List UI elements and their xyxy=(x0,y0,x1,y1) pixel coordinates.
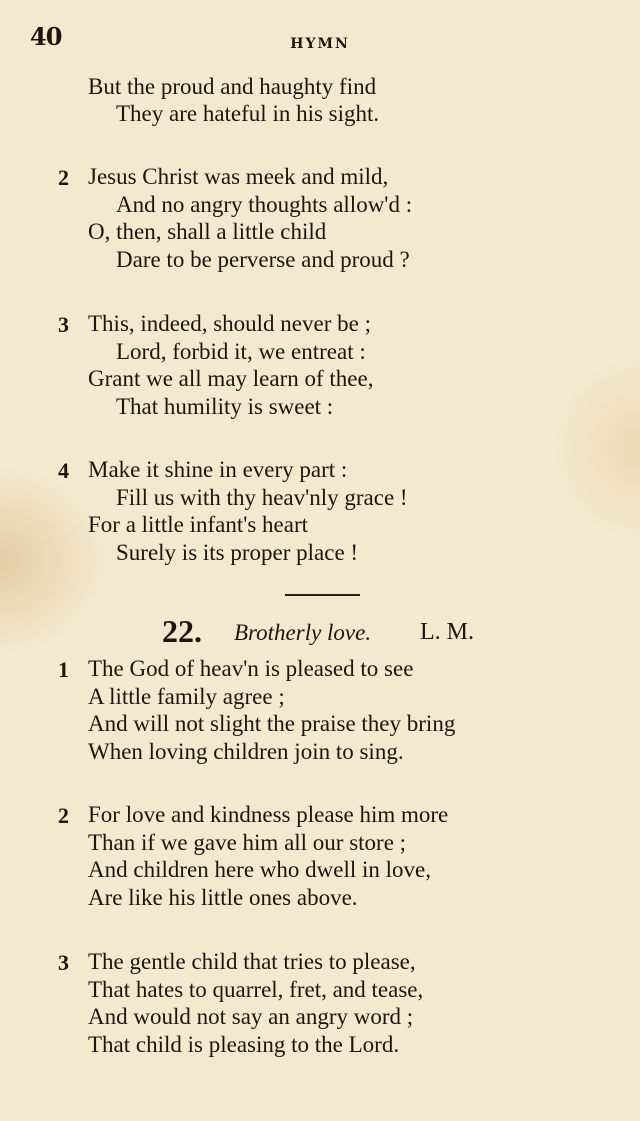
verse-line: For love and kindness please him more xyxy=(88,802,449,827)
verse-line: And children here who dwell in love, xyxy=(88,857,431,882)
verse-number: 2 xyxy=(58,165,69,190)
running-head: HYMN xyxy=(290,36,350,52)
verse-line: And no angry thoughts allow'd : xyxy=(116,192,413,217)
verse-line: And will not slight the praise they bring xyxy=(88,711,456,736)
verse-line: When loving children join to sing. xyxy=(88,739,404,764)
hymn-title: Brotherly love. xyxy=(234,620,372,645)
verse-line: Fill us with thy heav'nly grace ! xyxy=(116,485,408,510)
verse-line: A little family agree ; xyxy=(88,684,285,709)
verse-number: 3 xyxy=(58,950,69,975)
verse-line: Dare to be perverse and proud ? xyxy=(116,247,410,272)
verse-number: 4 xyxy=(58,458,69,483)
verse-line: They are hateful in his sight. xyxy=(116,101,380,126)
verse-line: The God of heav'n is pleased to see xyxy=(88,656,414,681)
verse-line: Are like his little ones above. xyxy=(88,885,358,910)
verse-line: The gentle child that tries to please, xyxy=(88,949,416,974)
verse-line: Than if we gave him all our store ; xyxy=(88,830,407,855)
verse-line: Make it shine in every part : xyxy=(88,457,348,482)
verse-number: 3 xyxy=(58,312,69,337)
verse-line: That hates to quarrel, fret, and tease, xyxy=(88,977,424,1002)
page-number: 40 xyxy=(30,22,62,51)
verse-line: Grant we all may learn of thee, xyxy=(88,366,374,391)
verse-line: That child is pleasing to the Lord. xyxy=(88,1032,400,1057)
verse-line: Surely is its proper place ! xyxy=(116,540,359,565)
section-divider xyxy=(285,594,360,596)
hymn-meter: L. M. xyxy=(420,619,474,645)
verse-line: And would not say an angry word ; xyxy=(88,1004,414,1029)
verse-line: Lord, forbid it, we entreat : xyxy=(116,339,366,364)
verse-line: That humility is sweet : xyxy=(116,394,334,419)
verse-line: Jesus Christ was meek and mild, xyxy=(88,164,389,189)
hymn-number: 22. xyxy=(162,613,202,649)
verse-line: This, indeed, should never be ; xyxy=(88,311,371,336)
verse-number: 2 xyxy=(58,803,69,828)
verse-line: But the proud and haughty find xyxy=(88,74,377,99)
verse-line: O, then, shall a little child xyxy=(88,219,327,244)
verse-number: 1 xyxy=(58,657,69,682)
verse-line: For a little infant's heart xyxy=(88,512,309,537)
